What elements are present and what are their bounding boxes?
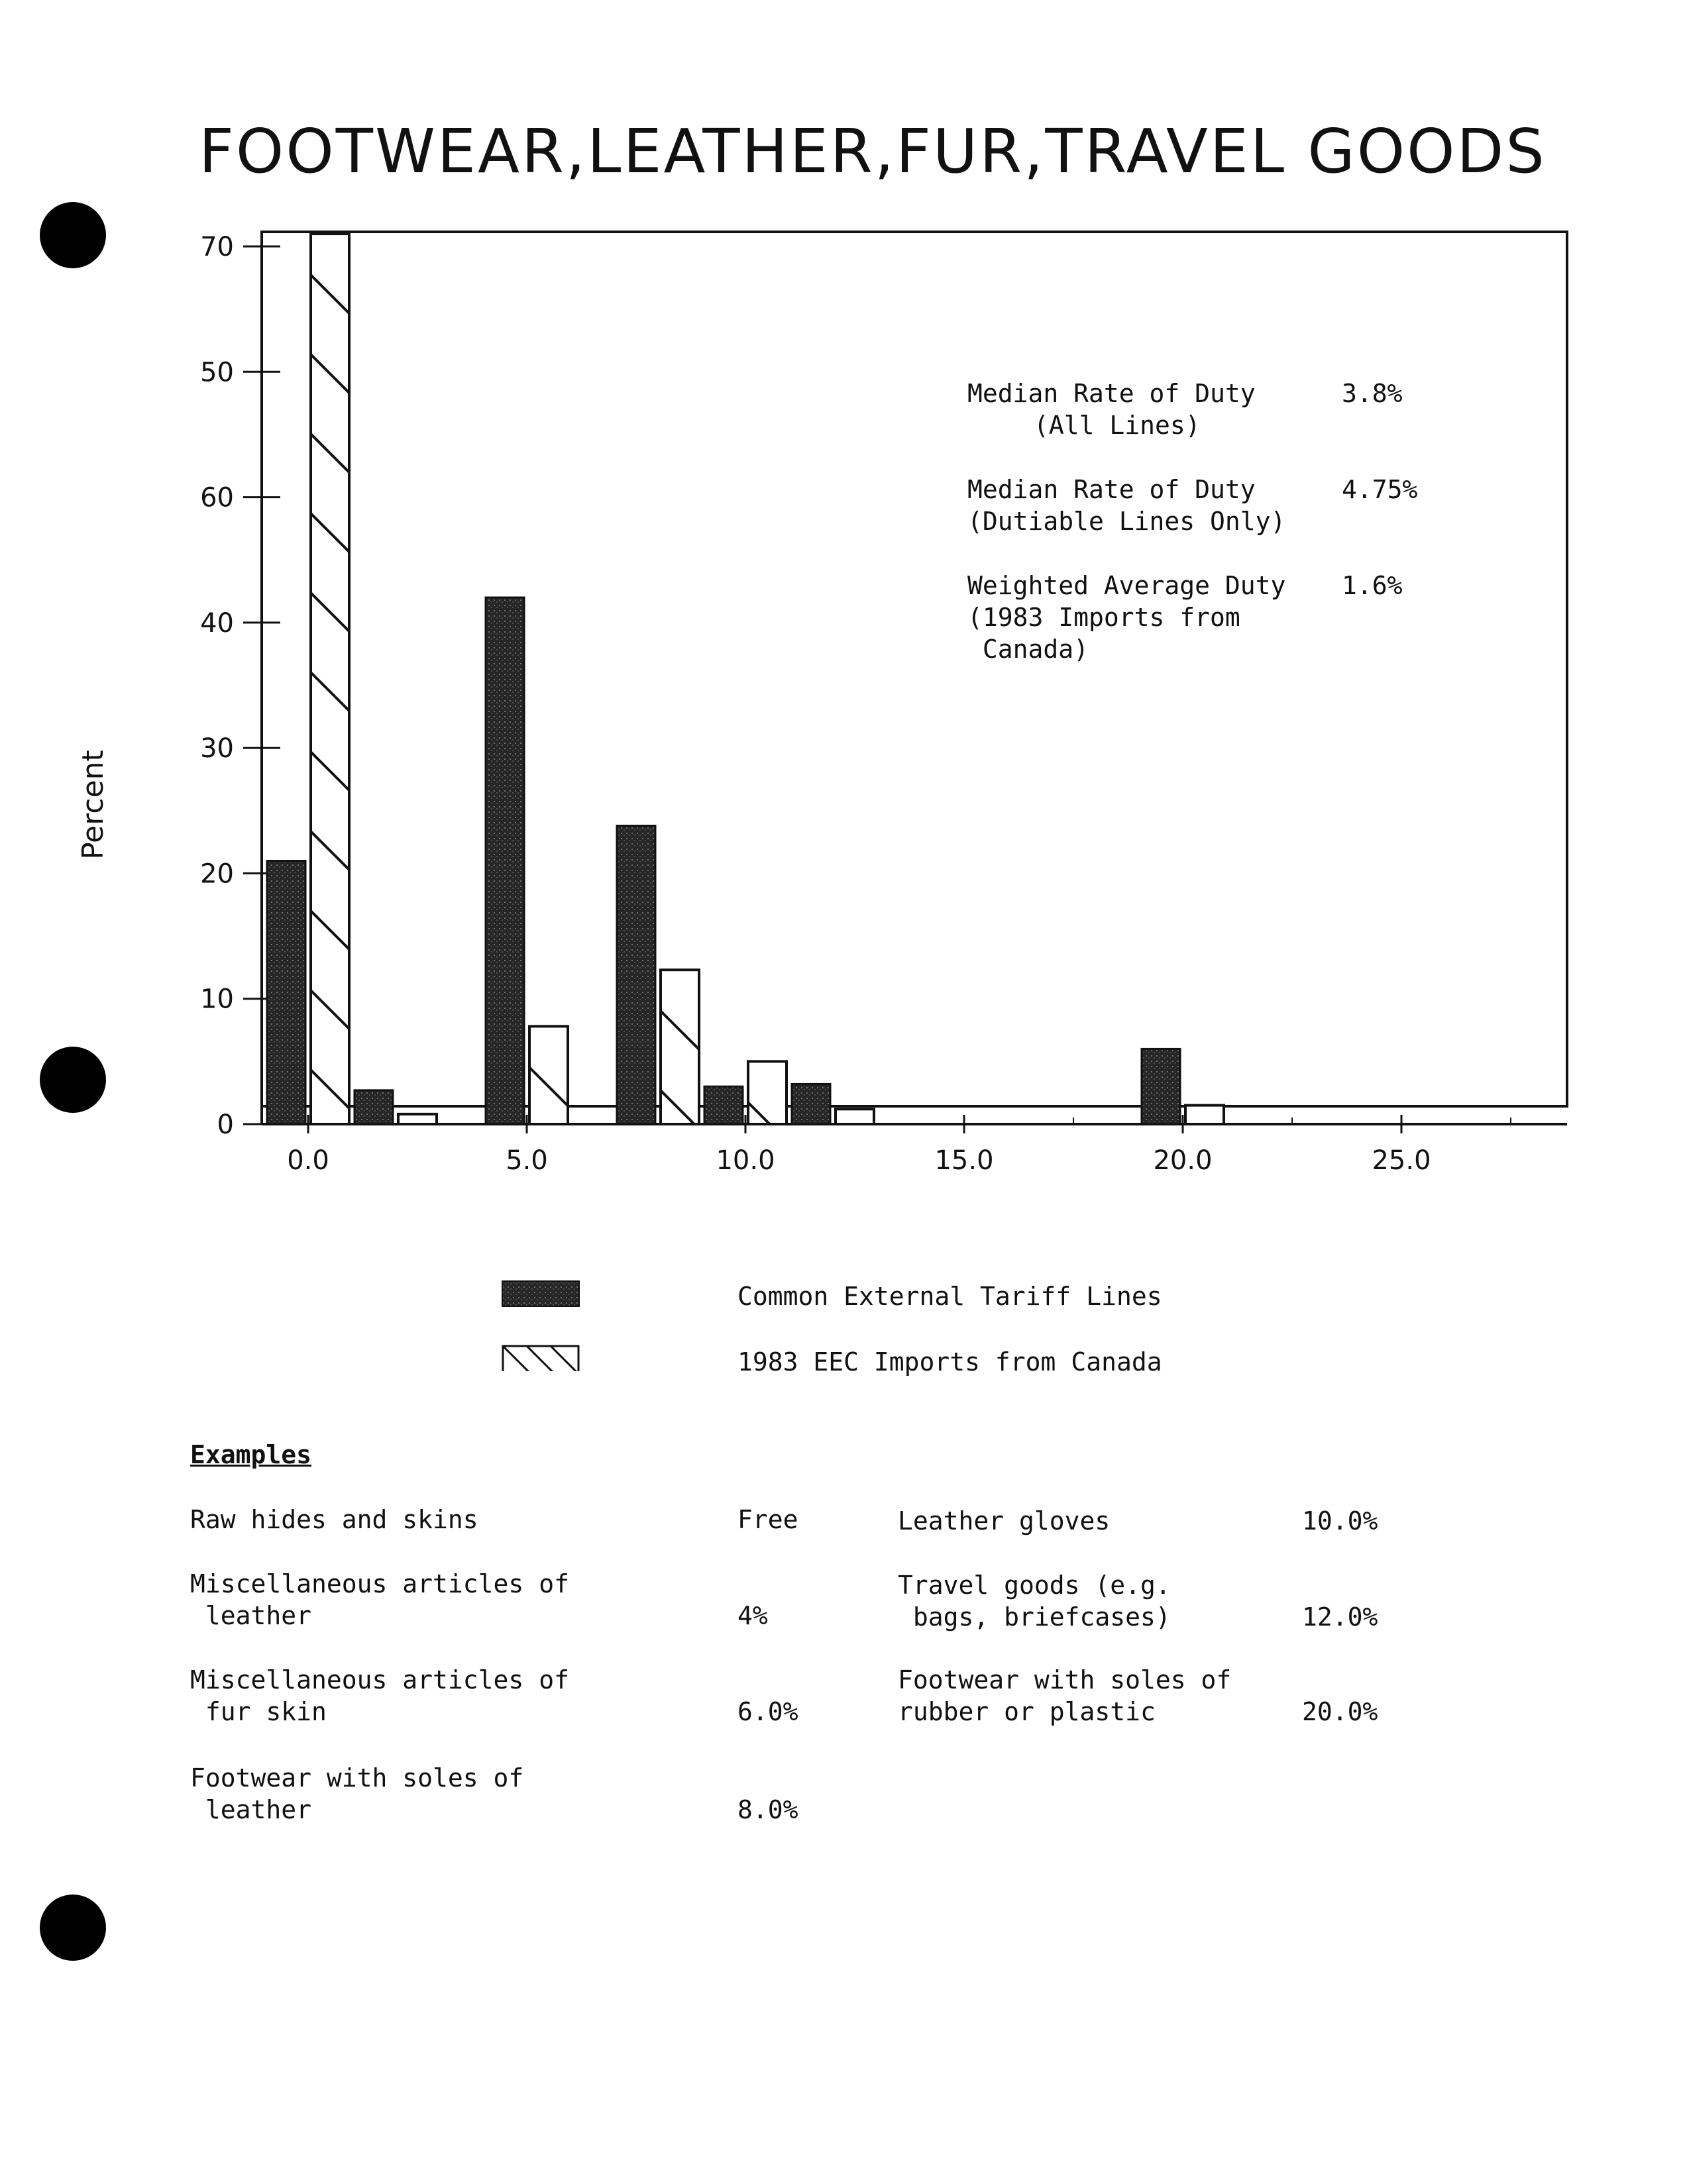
y-tick-label: 10 — [200, 984, 234, 1015]
bar-eec-imports-canada — [398, 1114, 437, 1124]
bar-eec-imports-canada — [311, 234, 349, 1124]
bar-eec-imports-canada — [529, 1026, 568, 1124]
bar-common-external-tariff — [354, 1090, 393, 1124]
x-tick-label: 25.0 — [1372, 1145, 1431, 1176]
bar-common-external-tariff — [267, 861, 305, 1125]
example-rate: 4% — [737, 1601, 768, 1630]
bar-eec-imports-canada — [748, 1061, 787, 1124]
example-item: Raw hides and skins — [190, 1505, 478, 1534]
y-tick-label: 0 — [217, 1110, 234, 1140]
y-tick-label: 40 — [200, 607, 234, 639]
bar-eec-imports-canada — [836, 1109, 874, 1124]
axes — [200, 232, 1567, 1176]
x-tick-label: 10.0 — [716, 1145, 775, 1176]
example-item: Miscellaneous articles of fur skin — [190, 1665, 569, 1726]
bar-outline — [748, 1061, 787, 1124]
stat-value: 4.75% — [1342, 475, 1418, 504]
bar-outline — [836, 1109, 874, 1124]
example-rate: 6.0% — [737, 1697, 798, 1726]
stat-sublabel: (1983 Imports from Canada) — [967, 603, 1240, 664]
x-tick-label: 20.0 — [1153, 1145, 1213, 1176]
plot-frame — [262, 232, 1567, 1106]
stat-value: 1.6% — [1342, 571, 1403, 600]
bar-common-external-tariff — [486, 598, 524, 1124]
stat-value: 3.8% — [1342, 379, 1403, 408]
stat-label: Weighted Average Duty — [967, 571, 1286, 600]
bar-outline — [661, 970, 699, 1124]
y-tick-label: 30 — [200, 733, 234, 764]
example-rate: 8.0% — [737, 1795, 798, 1824]
x-tick-label: 15.0 — [934, 1145, 994, 1176]
y-tick-label: 60 — [200, 482, 234, 513]
stat-sublabel: (All Lines) — [1034, 411, 1201, 440]
x-tick-label: 5.0 — [506, 1145, 548, 1176]
example-item: Footwear with soles of rubber or plastic — [898, 1665, 1232, 1726]
bar-common-external-tariff — [704, 1086, 743, 1124]
y-tick-label: 50 — [200, 357, 234, 388]
bars — [267, 234, 1224, 1124]
legend-label-hatched: 1983 EEC Imports from Canada — [737, 1347, 1162, 1377]
example-rate: 20.0% — [1302, 1697, 1378, 1726]
example-item: Footwear with soles of leather — [190, 1763, 524, 1824]
y-tick-label: 20 — [200, 858, 234, 890]
x-tick-label: 0.0 — [287, 1145, 329, 1176]
example-rate: 12.0% — [1302, 1602, 1378, 1632]
bar-common-external-tariff — [617, 826, 655, 1125]
y-axis-label: Percent — [76, 750, 110, 860]
y-tick-label: 70 — [200, 232, 234, 262]
stat-sublabel: (Dutiable Lines Only) — [967, 507, 1286, 536]
bar-outline — [398, 1114, 437, 1124]
legend-label-solid: Common External Tariff Lines — [737, 1282, 1162, 1311]
legend-swatch-hatched — [502, 1345, 580, 1371]
chart-title: FOOTWEAR,LEATHER,FUR,TRAVEL GOODS — [199, 116, 1547, 187]
bar-eec-imports-canada — [661, 970, 699, 1124]
example-rate: 10.0% — [1302, 1506, 1378, 1535]
bar-outline — [529, 1026, 568, 1124]
bar-outline — [1185, 1106, 1224, 1124]
bar-eec-imports-canada — [1185, 1106, 1224, 1124]
example-item: Leather gloves — [898, 1506, 1111, 1535]
legend-swatch-solid — [502, 1280, 580, 1307]
examples-heading: Examples — [190, 1440, 312, 1469]
stat-label: Median Rate of Duty — [967, 379, 1256, 408]
bar-common-external-tariff — [792, 1084, 830, 1124]
stat-label: Median Rate of Duty — [967, 475, 1256, 504]
example-item: Miscellaneous articles of leather — [190, 1569, 569, 1630]
example-item: Travel goods (e.g. bags, briefcases) — [898, 1571, 1171, 1632]
bar-common-external-tariff — [1142, 1049, 1180, 1124]
example-rate: Free — [737, 1505, 798, 1534]
